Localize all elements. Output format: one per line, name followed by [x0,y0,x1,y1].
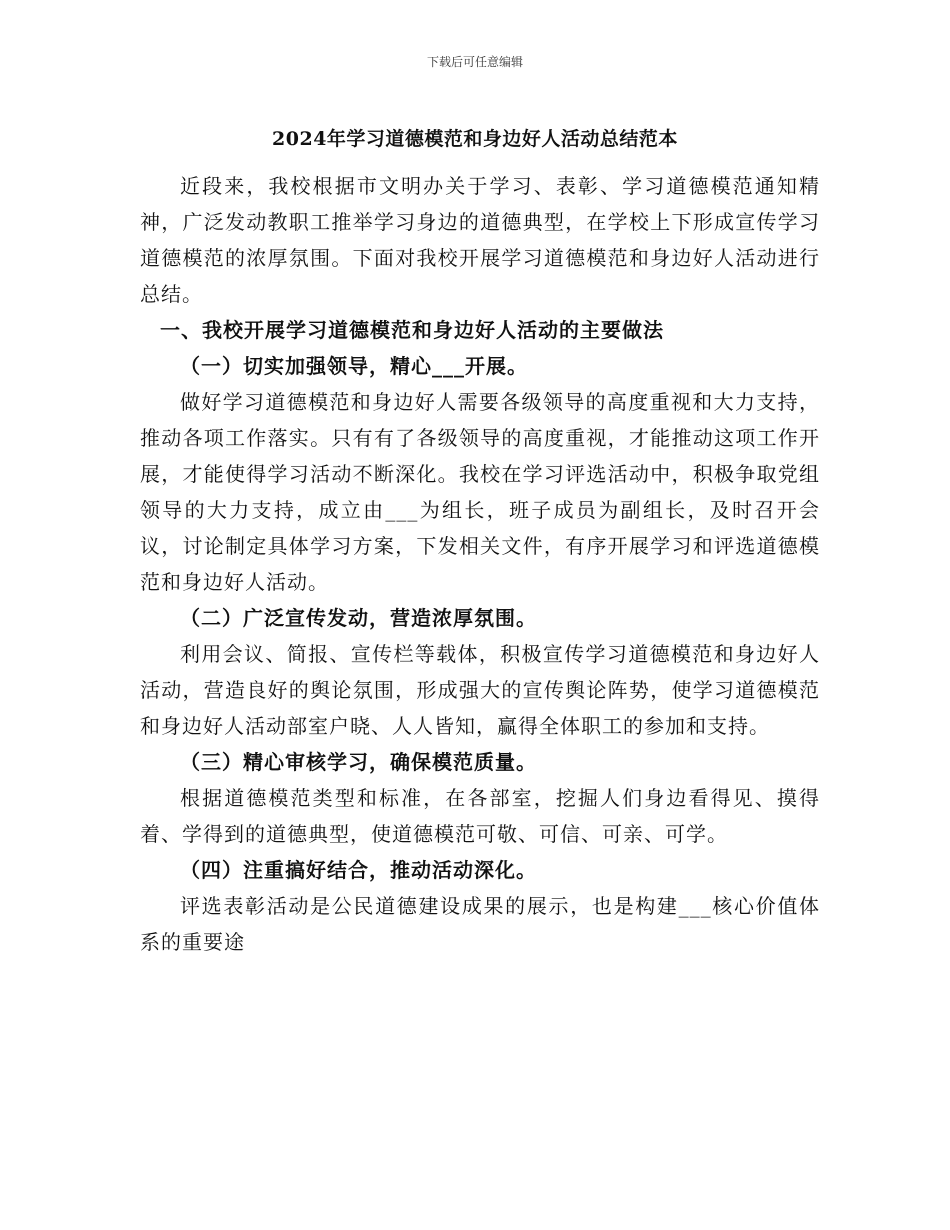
page-header-note: 下载后可任意编辑 [426,55,523,69]
intro-paragraph: 近段来，我校根据市文明办关于学习、表彰、学习道德模范通知精神，广泛发动教职工推举学习身边的道德典型，在学校上下形成宣传学习道德模范的浓厚氛围。下面对我校开展学习道德模范和身边好人活动进行总结。 [140,174,820,306]
subsection-heading-1: （一）切实加强领导，精心___开展。 [180,354,528,378]
subsection-paragraph-4: 评选表彰活动是公民道德建设成果的展示，也是构建___核心价值体系的重要途 [140,894,820,954]
subsection-heading-3: （三）精心审核学习，确保模范质量。 [180,750,537,774]
subsection-paragraph-1: 做好学习道德模范和身边好人需要各级领导的高度重视和大力支持，推动各项工作落实。只有有了各级领导的高度重视，才能推动这项工作开展，才能使得学习活动不断深化。我校在学习评选活动中，积极争取党组领导的大力支持，成立由___为组长，班子成员为副组长，及时召开会议，讨论制定具体学习方案，下发相关文件，有序开展学习和评选道德模范和身边好人活动。 [140,390,820,594]
subsection-paragraph-2: 利用会议、简报、宣传栏等载体，积极宣传学习道德模范和身边好人活动，营造良好的舆论氛围，形成强大的宣传舆论阵势，使学习道德模范和身边好人活动部室户晓、人人皆知，赢得全体职工的参加和支持。 [140,642,820,738]
document-body [140,168,820,960]
subsection-heading-4: （四）注重搞好结合，推动活动深化。 [180,858,537,882]
subsection-paragraph-3: 根据道德模范类型和标准，在各部室，挖掘人们身边看得见、摸得着、学得到的道德典型，使道德模范可敬、可信、可亲、可学。 [140,786,820,846]
document-title: 2024年学习道德模范和身边好人活动总结范本 [272,128,678,150]
section-heading-1: 一、我校开展学习道德模范和身边好人活动的主要做法 [160,318,664,342]
subsection-heading-2: （二）广泛宣传发动，营造浓厚氛围。 [180,606,537,630]
